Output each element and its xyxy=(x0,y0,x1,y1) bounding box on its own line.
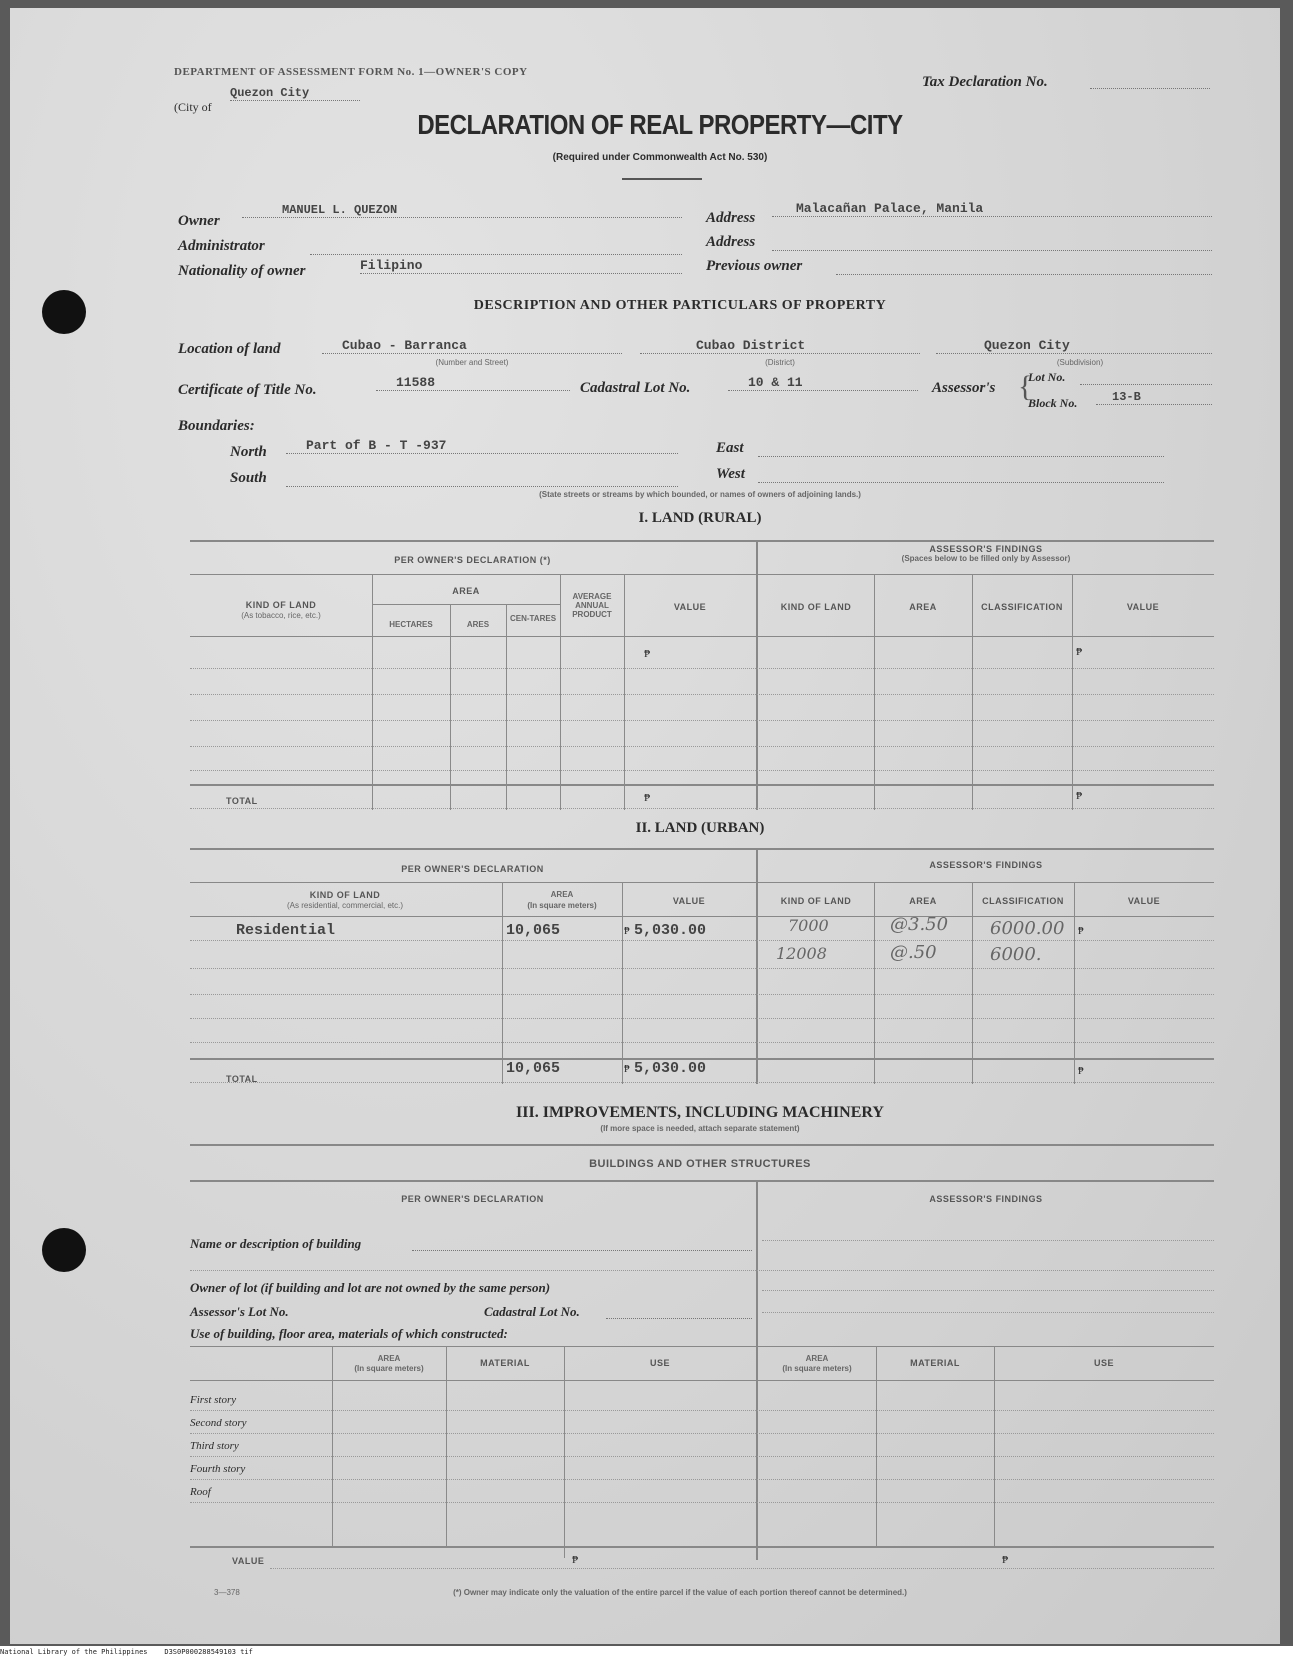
urban-col-value: VALUE xyxy=(672,896,706,906)
impr-col-use: USE xyxy=(649,1358,670,1368)
rural-vline xyxy=(972,574,973,810)
impr-vline xyxy=(332,1346,333,1546)
rural-total-peso-2: ₱ xyxy=(1076,790,1083,802)
impr-col-area: AREA xyxy=(377,1354,401,1363)
title-no-value: 11588 xyxy=(376,375,570,391)
urban-heading: II. LAND (URBAN) xyxy=(635,820,765,836)
impr-vline xyxy=(564,1346,565,1558)
impr-col-area2-note: (In square meters) xyxy=(782,1364,852,1373)
assessor-brace: { xyxy=(1018,370,1033,403)
rural-total-peso: ₱ xyxy=(644,792,651,804)
urban-row-line xyxy=(190,968,1214,969)
rural-col-area: AREA xyxy=(452,586,480,596)
address2-field xyxy=(772,250,1212,251)
improvements-value-peso: ₱ xyxy=(572,1554,579,1566)
rural-total-line xyxy=(190,808,1214,809)
impr-col-area-note: (In square meters) xyxy=(354,1364,424,1373)
rural-col-hectares: HECTARES xyxy=(389,620,433,629)
rural-peso-1: ₱ xyxy=(644,648,651,660)
urban-total-peso-2: ₱ xyxy=(1078,1066,1084,1077)
lot-no-label: Lot No. xyxy=(1028,370,1066,384)
assessor-line xyxy=(190,1270,1214,1271)
urban-rule-cols xyxy=(190,916,1214,917)
rural-row-line xyxy=(190,694,1214,695)
urban-vline xyxy=(972,882,973,1084)
block-no-value: 13-B xyxy=(1096,390,1212,405)
rural-assessor-findings: ASSESSOR'S FINDINGS xyxy=(929,544,1043,554)
rural-rule-top xyxy=(190,540,1214,542)
rural-vline xyxy=(506,604,507,810)
improvements-value-line xyxy=(270,1568,1214,1569)
city-value: Quezon City xyxy=(230,86,360,101)
urban-assessor-findings: ASSESSOR'S FINDINGS xyxy=(929,860,1043,870)
urban-row-line xyxy=(190,940,1214,941)
urban-row-peso-2: ₱ xyxy=(1078,926,1084,937)
impr-col-material2: MATERIAL xyxy=(910,1358,960,1368)
story-row-line xyxy=(190,1502,1214,1503)
improvements-value-label: VALUE xyxy=(232,1556,265,1566)
address2-label: Address xyxy=(706,234,756,250)
urban-col-kind2: KIND OF LAND xyxy=(780,896,852,906)
improvements-value-rule xyxy=(190,1546,1214,1548)
urban-per-owner: PER OWNER'S DECLARATION xyxy=(401,864,544,874)
urban-vline xyxy=(756,848,758,1084)
east-label: East xyxy=(716,440,744,456)
tax-declaration-label: Tax Declaration No. xyxy=(922,74,1048,90)
improvements-per-owner: PER OWNER'S DECLARATION xyxy=(401,1194,544,1204)
impr-col-use2: USE xyxy=(1093,1358,1114,1368)
improvements-value-peso-2: ₱ xyxy=(1002,1554,1009,1566)
urban-col-area2: AREA xyxy=(909,896,937,906)
rural-col-value: VALUE xyxy=(673,602,707,612)
nationality-label: Nationality of owner xyxy=(178,263,306,279)
improvements-table-top xyxy=(190,1346,1214,1347)
improvements-heading: III. IMPROVEMENTS, INCLUDING MACHINERY xyxy=(516,1104,884,1121)
urban-col-value2: VALUE xyxy=(1127,896,1161,906)
urban-hw-kind-1: 7000 xyxy=(788,916,829,935)
owner-value: MANUEL L. QUEZON xyxy=(242,203,682,218)
urban-hw-kind-2: 12008 xyxy=(776,944,827,963)
urban-vline xyxy=(622,882,623,1084)
boundary-caption: (State streets or streams by which bounded, or names of owners of adjoining lands.) xyxy=(539,490,861,499)
urban-col-area-note: (In square meters) xyxy=(527,901,597,910)
rural-row-line xyxy=(190,668,1214,669)
urban-rule-top xyxy=(190,848,1214,850)
location-label: Location of land xyxy=(178,341,281,357)
assessor-line xyxy=(762,1312,1214,1313)
rural-vline xyxy=(372,574,373,810)
rural-area-rule xyxy=(372,604,560,605)
north-value: Part of B - T -937 xyxy=(286,438,678,454)
rural-col-value2: VALUE xyxy=(1126,602,1160,612)
building-name-label: Name or description of building xyxy=(190,1236,362,1251)
form-code: 3—378 xyxy=(214,1588,240,1597)
urban-vline xyxy=(1074,882,1075,1084)
building-name-field xyxy=(412,1250,752,1251)
owner-label: Owner xyxy=(178,213,220,229)
cadastral-value: 10 & 11 xyxy=(728,375,918,391)
block-no-label: Block No. xyxy=(1028,396,1078,410)
cadastral-lot-field xyxy=(606,1318,752,1319)
rural-col-area2: AREA xyxy=(909,602,937,612)
urban-total-peso: ₱ xyxy=(624,1064,630,1075)
rural-vline xyxy=(874,574,875,810)
cadastral-label: Cadastral Lot No. xyxy=(580,380,691,396)
previous-owner-field xyxy=(836,274,1212,275)
urban-row-value: 5,030.00 xyxy=(634,922,707,939)
owner-of-lot-label: Owner of lot (if building and lot are not owned by the same person) xyxy=(190,1280,551,1295)
administrator-label: Administrator xyxy=(178,238,265,254)
improvements-table-header xyxy=(190,1380,1214,1381)
rural-col-kind: KIND OF LAND xyxy=(245,600,317,610)
lot-no-field xyxy=(1080,384,1212,385)
nationality-value: Filipino xyxy=(360,258,682,274)
urban-row-line xyxy=(190,1018,1214,1019)
use-of-building-label: Use of building, floor area, materials of which constructed: xyxy=(190,1326,508,1341)
improvements-note: (If more space is needed, attach separate statement) xyxy=(600,1124,800,1133)
urban-row-peso: ₱ xyxy=(624,926,630,937)
address-value: Malacañan Palace, Manila xyxy=(772,201,1212,217)
urban-total-label: TOTAL xyxy=(226,1074,258,1084)
location-street: Cubao - Barranca xyxy=(322,338,622,354)
story-row-line xyxy=(190,1479,1214,1480)
administrator-field xyxy=(310,254,682,255)
north-label: North xyxy=(230,444,267,460)
page-title: DECLARATION OF REAL PROPERTY—CITY xyxy=(417,109,903,141)
urban-hw-class-2: 6000. xyxy=(990,944,1042,965)
urban-total-area: 10,065 xyxy=(506,1060,561,1077)
urban-col-area: AREA xyxy=(550,890,574,899)
rural-peso-2: ₱ xyxy=(1076,646,1083,658)
caption-street: (Number and Street) xyxy=(435,358,509,367)
urban-row-line xyxy=(190,1042,1214,1043)
binder-hole-top xyxy=(42,290,86,334)
west-field xyxy=(758,482,1164,483)
rural-vline xyxy=(624,574,625,810)
previous-owner-label: Previous owner xyxy=(706,258,803,274)
city-label: (City of xyxy=(174,100,212,114)
location-district: Cubao District xyxy=(640,338,920,354)
assessor-line xyxy=(762,1290,1214,1291)
urban-hw-area-1: @3.50 xyxy=(890,914,949,935)
impr-vline xyxy=(994,1346,995,1546)
urban-col-class: CLASSIFICATION xyxy=(982,896,1064,906)
rural-vline xyxy=(1072,574,1073,810)
south-label: South xyxy=(230,470,267,486)
rural-vline xyxy=(450,604,451,810)
rural-rule-header xyxy=(190,574,1214,575)
story-label: Second story xyxy=(190,1417,247,1429)
impr-col-material: MATERIAL xyxy=(480,1358,530,1368)
rural-assessor-note: (Spaces below to be filled only by Assessor) xyxy=(901,554,1071,563)
story-row-line xyxy=(190,1410,1214,1411)
story-row-line xyxy=(190,1433,1214,1434)
story-label: Fourth story xyxy=(190,1463,246,1475)
improvements-assessor-findings: ASSESSOR'S FINDINGS xyxy=(929,1194,1043,1204)
rural-col-ares: ARES xyxy=(466,620,490,629)
story-row-line xyxy=(190,1456,1214,1457)
buildings-subheading: BUILDINGS AND OTHER STRUCTURES xyxy=(589,1158,811,1170)
assessor-lot-label: Assessor's Lot No. xyxy=(190,1304,289,1319)
rural-row-line xyxy=(190,720,1214,721)
rural-row-line xyxy=(190,746,1214,747)
caption-subdivision: (Subdivision) xyxy=(1056,358,1104,367)
impr-col-area2: AREA xyxy=(805,1354,829,1363)
improvements-rule-2 xyxy=(190,1180,1214,1182)
urban-hw-area-2: @.50 xyxy=(890,942,937,963)
caption-district: (District) xyxy=(765,358,795,367)
impr-vline xyxy=(876,1346,877,1546)
urban-total-value: 5,030.00 xyxy=(634,1060,707,1077)
department-line: DEPARTMENT OF ASSESSMENT FORM No. 1—OWNER'S COPY xyxy=(174,66,528,78)
rural-col-class: CLASSIFICATION xyxy=(981,602,1063,612)
archive-footer: National Library of the Philippines D3S0P000288549103 tif xyxy=(0,1646,1293,1658)
impr-vline xyxy=(446,1346,447,1546)
urban-col-kind-note: (As residential, commercial, etc.) xyxy=(286,901,404,910)
location-subdivision: Quezon City xyxy=(936,338,1212,354)
rural-total-label: TOTAL xyxy=(226,796,258,806)
title-rule xyxy=(622,178,702,180)
cadastral-lot-label: Cadastral Lot No. xyxy=(484,1304,580,1319)
improvements-rule-1 xyxy=(190,1144,1214,1146)
rural-col-kind2: KIND OF LAND xyxy=(780,602,852,612)
story-label: Roof xyxy=(190,1486,211,1498)
rural-col-avg: AVERAGE ANNUAL PRODUCT xyxy=(572,592,612,619)
south-field xyxy=(286,486,678,487)
footnote: (*) Owner may indicate only the valuation of the entire parcel if the value of each portion thereof cannot be determined.) xyxy=(453,1588,907,1597)
urban-row-kind: Residential xyxy=(236,922,336,939)
rural-col-centares: CEN-TARES xyxy=(509,614,557,623)
urban-row-line xyxy=(190,994,1214,995)
address-label: Address xyxy=(706,210,756,226)
story-label: First story xyxy=(190,1394,237,1406)
rural-rule-cols xyxy=(190,636,1214,637)
urban-col-kind: KIND OF LAND xyxy=(309,890,381,900)
west-label: West xyxy=(716,466,745,482)
rural-total-rule xyxy=(190,784,1214,786)
title-no-label: Certificate of Title No. xyxy=(178,382,317,398)
rural-row-line xyxy=(190,770,1214,771)
urban-vline xyxy=(502,882,503,1084)
boundaries-label: Boundaries: xyxy=(178,418,255,434)
tax-declaration-field xyxy=(1090,88,1210,89)
rural-vline xyxy=(560,574,561,810)
document-sheet xyxy=(10,8,1280,1644)
description-heading: DESCRIPTION AND OTHER PARTICULARS OF PROPERTY xyxy=(473,298,887,313)
page-subtitle: (Required under Commonwealth Act No. 530) xyxy=(552,152,768,163)
urban-vline xyxy=(874,882,875,1084)
urban-total-line xyxy=(190,1082,1214,1083)
east-field xyxy=(758,456,1164,457)
urban-rule-header xyxy=(190,882,1214,883)
rural-col-kind-note: (As tobacco, rice, etc.) xyxy=(241,611,321,620)
assessor-line xyxy=(762,1240,1214,1241)
urban-row-area: 10,065 xyxy=(506,922,561,939)
assessor-label: Assessor's xyxy=(932,380,996,396)
story-label: Third story xyxy=(190,1440,239,1452)
rural-per-owner: PER OWNER'S DECLARATION (*) xyxy=(394,555,551,565)
rural-heading: I. LAND (RURAL) xyxy=(638,510,762,526)
urban-hw-class-1: 6000.00 xyxy=(990,918,1065,939)
binder-hole-bottom xyxy=(42,1228,86,1272)
